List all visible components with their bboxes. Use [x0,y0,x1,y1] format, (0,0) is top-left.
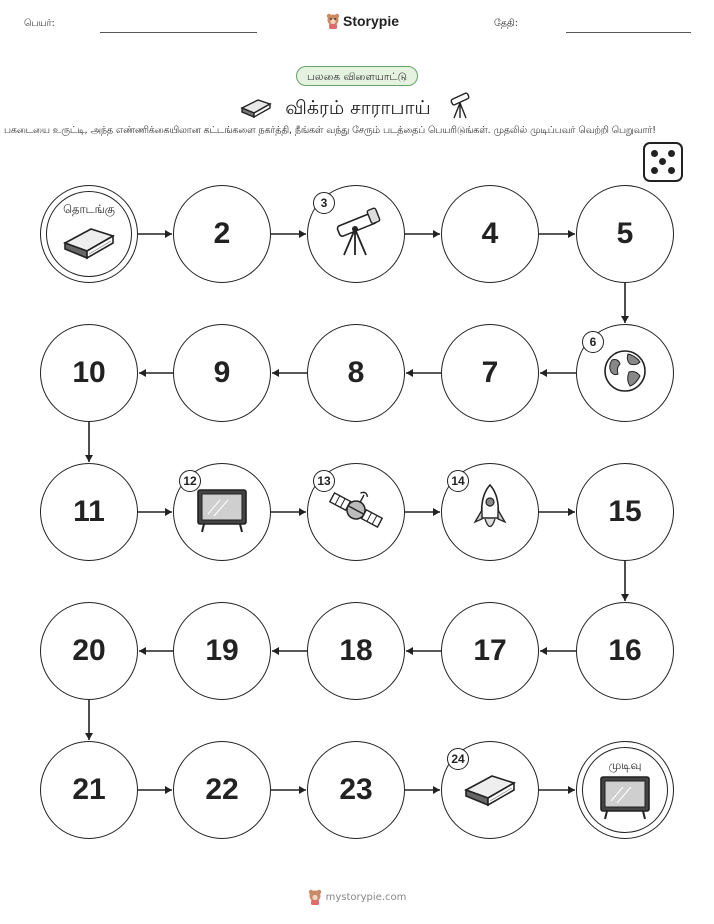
date-label: தேதி: [494,18,518,29]
space-number: 18 [339,634,373,667]
board-space-13[interactable] [307,463,405,561]
board-space-19[interactable] [173,602,271,700]
path-arrow [406,369,441,377]
finish-label: முடிவு [608,758,642,772]
footer-url: mystorypie.com [325,891,407,903]
path-arrow [271,508,306,516]
footer [0,889,714,905]
board-space-2[interactable] [173,185,271,283]
path-arrow [539,508,575,516]
board-space-23[interactable] [307,741,405,839]
space-number-tag: 13 [313,470,335,492]
space-number-tag: 24 [447,748,469,770]
space-number-tag: 3 [313,192,335,214]
space-number: 23 [339,773,373,806]
space-number: 16 [608,634,642,667]
space-number: 17 [473,634,507,667]
instructions: பகடையை உருட்டி, அந்த எண்ணிக்கையிலான கட்டங்களை நகர்த்தி, நீங்கள் வந்து சேரும் படத்தைப் பெயரிடுங்கள். முதலில் முடிப்பவர் வெற்றி பெறுவார்! [4,125,657,136]
space-number: 4 [481,217,499,250]
start-label: தொடங்கு [63,202,115,216]
path-arrow [272,647,307,655]
space-number: 21 [72,773,106,806]
path-arrow [539,786,575,794]
space-number: 5 [616,217,634,250]
blackboard-icon [194,486,250,538]
space-number: 22 [205,773,239,806]
board-space-9[interactable] [173,324,271,422]
space-number: 19 [205,634,239,667]
space-number-tag: 14 [447,470,469,492]
space-number: 10 [72,356,106,389]
path-arrow [85,700,93,740]
path-arrow [138,230,172,238]
board-space-17[interactable] [441,602,539,700]
space-number: 11 [73,495,105,528]
path-arrow [540,647,576,655]
space-number: 15 [608,495,642,528]
space-number: 7 [481,356,499,389]
board-space-5[interactable] [576,185,674,283]
path-arrow [271,786,306,794]
space-number: 9 [213,356,231,389]
board-space-6[interactable] [576,324,674,422]
board-space-18[interactable] [307,602,405,700]
path-arrow [405,786,440,794]
board-space-14[interactable] [441,463,539,561]
board-space-8[interactable] [307,324,405,422]
board-space-7[interactable] [441,324,539,422]
space-number: 8 [347,356,365,389]
finish-space[interactable] [576,741,674,839]
space-number: 20 [72,634,106,667]
board-space-11[interactable] [40,463,138,561]
rocket-icon [470,482,510,542]
book-icon [61,221,117,265]
board-space-22[interactable] [173,741,271,839]
path-arrow [621,561,629,601]
path-arrow [540,369,576,377]
satellite-icon [327,485,385,539]
name-label: பெயர்: [24,18,55,29]
path-arrow [139,369,173,377]
book-icon [462,768,518,812]
board-space-3[interactable] [307,185,405,283]
start-space[interactable] [40,185,138,283]
board-space-20[interactable] [40,602,138,700]
bear-mascot-icon [308,889,322,905]
blackboard-icon [597,773,653,825]
board-space-15[interactable] [576,463,674,561]
path-arrow [621,283,629,323]
path-arrow [405,508,440,516]
path-arrow [406,647,441,655]
path-arrow [405,230,440,238]
path-arrow [539,230,575,238]
board-space-10[interactable] [40,324,138,422]
path-arrow [139,647,173,655]
path-arrow [138,786,172,794]
globe-icon [602,348,648,398]
space-number-tag: 12 [179,470,201,492]
board-space-4[interactable] [441,185,539,283]
space-number-tag: 6 [582,331,604,353]
path-arrow [85,422,93,462]
path-arrow [271,230,306,238]
brand-name: Storypie [343,13,400,29]
board-space-21[interactable] [40,741,138,839]
path-arrow [138,508,172,516]
telescope-icon [329,205,383,263]
board-space-24[interactable] [441,741,539,839]
page-title: விக்ரம் சாராபாய் [285,97,431,119]
path-arrow [272,369,307,377]
board-space-16[interactable] [576,602,674,700]
board-space-12[interactable] [173,463,271,561]
activity-badge: பலகை விளையாட்டு [296,66,418,86]
space-number: 2 [213,217,231,250]
